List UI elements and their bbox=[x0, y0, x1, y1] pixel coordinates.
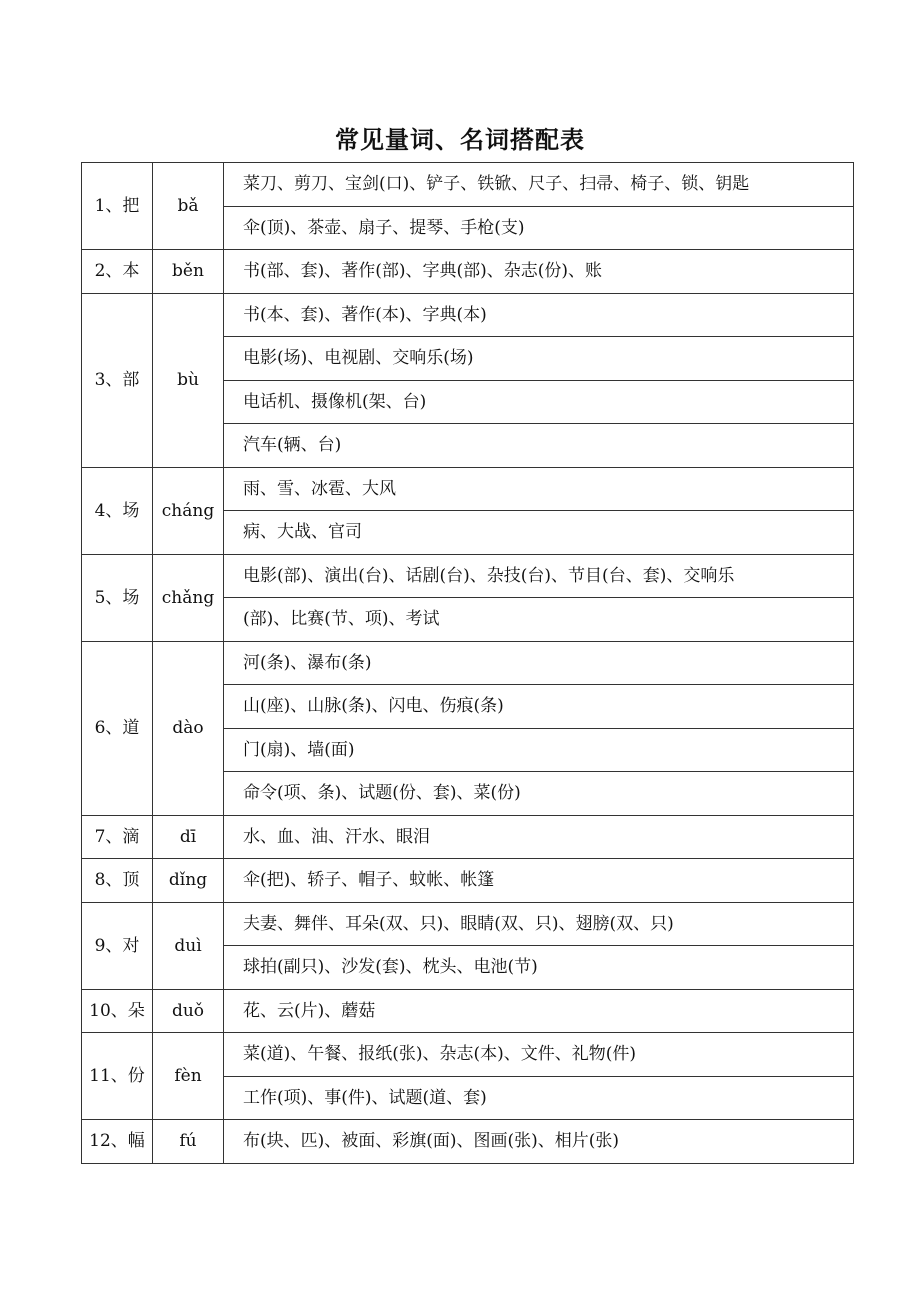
table-row bbox=[82, 467, 854, 511]
pinyin-cell: duǒ bbox=[153, 989, 224, 1033]
noun-list-cell: 命令(项、条)、试题(份、套)、菜(份) bbox=[224, 772, 854, 816]
pinyin-cell: dǐng bbox=[153, 859, 224, 903]
pinyin-cell: cháng bbox=[153, 467, 224, 554]
measure-word-cell: 1、把 bbox=[82, 163, 153, 250]
pinyin-cell: fèn bbox=[153, 1033, 224, 1120]
noun-list-cell: 病、大战、官司 bbox=[224, 511, 854, 555]
table-row bbox=[82, 293, 854, 337]
table-row bbox=[82, 554, 854, 598]
noun-list-cell: 工作(项)、事(件)、试题(道、套) bbox=[224, 1076, 854, 1120]
noun-list-cell: 门(扇)、墙(面) bbox=[224, 728, 854, 772]
pinyin-cell: chǎng bbox=[153, 554, 224, 641]
table-row bbox=[82, 989, 854, 1033]
noun-list-cell: 电影(部)、演出(台)、话剧(台)、杂技(台)、节目(台、套)、交响乐 bbox=[224, 554, 854, 598]
noun-list-cell: 山(座)、山脉(条)、闪电、伤痕(条) bbox=[224, 685, 854, 729]
table-row bbox=[82, 1033, 854, 1077]
noun-list-cell: 电影(场)、电视剧、交响乐(场) bbox=[224, 337, 854, 381]
measure-word-table bbox=[81, 162, 854, 1164]
pinyin-cell: bǎ bbox=[153, 163, 224, 250]
pinyin-cell: dī bbox=[153, 815, 224, 859]
table-row bbox=[82, 1120, 854, 1164]
noun-list-cell: 菜(道)、午餐、报纸(张)、杂志(本)、文件、礼物(件) bbox=[224, 1033, 854, 1077]
measure-word-cell: 9、对 bbox=[82, 902, 153, 989]
measure-word-cell: 12、幅 bbox=[82, 1120, 153, 1164]
noun-list-cell: 雨、雪、冰雹、大风 bbox=[224, 467, 854, 511]
pinyin-cell: dào bbox=[153, 641, 224, 815]
pinyin-cell: duì bbox=[153, 902, 224, 989]
noun-list-cell: 伞(把)、轿子、帽子、蚊帐、帐篷 bbox=[224, 859, 854, 903]
table-row bbox=[82, 859, 854, 903]
noun-list-cell: 布(块、匹)、被面、彩旗(面)、图画(张)、相片(张) bbox=[224, 1120, 854, 1164]
noun-list-cell: 书(部、套)、著作(部)、字典(部)、杂志(份)、账 bbox=[224, 250, 854, 294]
noun-list-cell: 菜刀、剪刀、宝剑(口)、铲子、铁锨、尺子、扫帚、椅子、锁、钥匙 bbox=[224, 163, 854, 207]
noun-list-cell: (部)、比赛(节、项)、考试 bbox=[224, 598, 854, 642]
measure-word-cell: 2、本 bbox=[82, 250, 153, 294]
measure-word-cell: 7、滴 bbox=[82, 815, 153, 859]
noun-list-cell: 夫妻、舞伴、耳朵(双、只)、眼睛(双、只)、翅膀(双、只) bbox=[224, 902, 854, 946]
noun-list-cell: 书(本、套)、著作(本)、字典(本) bbox=[224, 293, 854, 337]
measure-word-cell: 5、场 bbox=[82, 554, 153, 641]
page-title: 常见量词、名词搭配表 bbox=[335, 126, 585, 154]
table-row bbox=[82, 902, 854, 946]
noun-list-cell: 河(条)、瀑布(条) bbox=[224, 641, 854, 685]
pinyin-cell: bù bbox=[153, 293, 224, 467]
noun-list-cell: 球拍(副只)、沙发(套)、枕头、电池(节) bbox=[224, 946, 854, 990]
pinyin-cell: fú bbox=[153, 1120, 224, 1164]
table-row bbox=[82, 641, 854, 685]
table-row bbox=[82, 163, 854, 207]
measure-word-cell: 10、朵 bbox=[82, 989, 153, 1033]
table-row bbox=[82, 250, 854, 294]
measure-word-cell: 11、份 bbox=[82, 1033, 153, 1120]
noun-list-cell: 电话机、摄像机(架、台) bbox=[224, 380, 854, 424]
measure-word-cell: 8、顶 bbox=[82, 859, 153, 903]
table-row bbox=[82, 815, 854, 859]
measure-word-cell: 3、部 bbox=[82, 293, 153, 467]
noun-list-cell: 伞(顶)、茶壶、扇子、提琴、手枪(支) bbox=[224, 206, 854, 250]
noun-list-cell: 花、云(片)、蘑菇 bbox=[224, 989, 854, 1033]
noun-list-cell: 汽车(辆、台) bbox=[224, 424, 854, 468]
pinyin-cell: běn bbox=[153, 250, 224, 294]
noun-list-cell: 水、血、油、汗水、眼泪 bbox=[224, 815, 854, 859]
measure-word-cell: 6、道 bbox=[82, 641, 153, 815]
measure-word-cell: 4、场 bbox=[82, 467, 153, 554]
